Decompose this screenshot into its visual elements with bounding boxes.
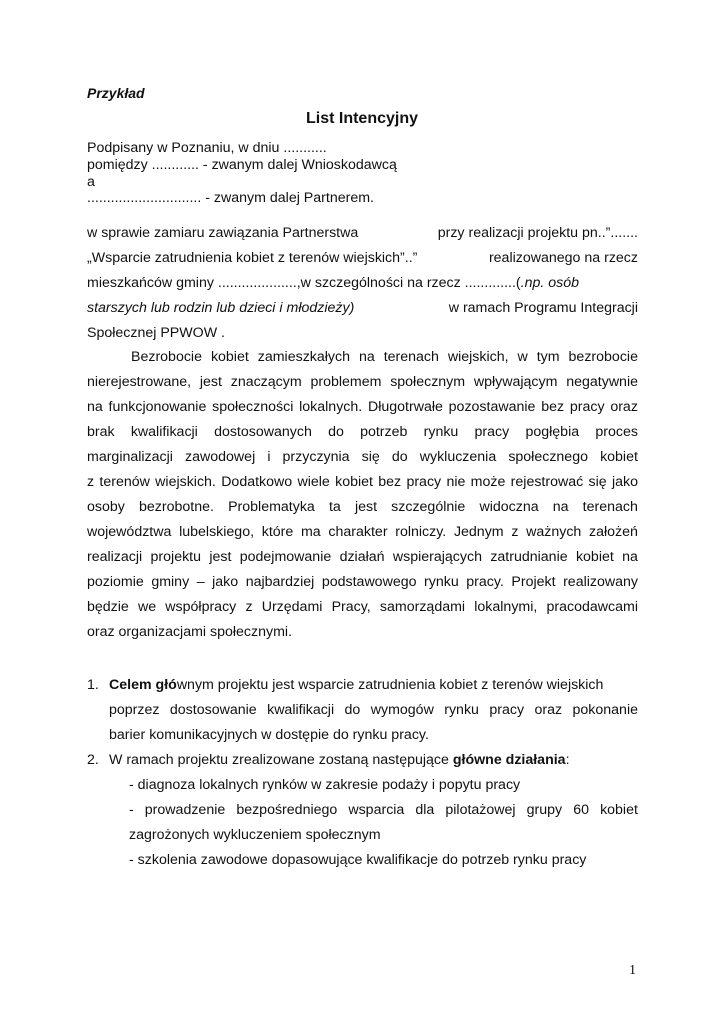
intro-line: w sprawie zamiaru zawiązania Partnerstwa przy realizacji projektu pn..”....... bbox=[87, 225, 638, 241]
list-line: - prowadzenie bezpośredniego wsparcia dla pilotażowej grupy 60 kobiet bbox=[129, 802, 638, 818]
body-line: marginalizacji zawodowej i przyczynia się do wykluczenia społecznego kobiet bbox=[87, 449, 638, 465]
list-line: zagrożonych wykluczeniem społecznym bbox=[129, 827, 381, 843]
body-line: z terenów wiejskich. Dodatkowo wiele kobiet bez pracy nie może rejestrować się jako bbox=[87, 474, 638, 490]
and-conjunction: a bbox=[87, 174, 95, 190]
list-line: barier komunikacyjnych w dostępie do rynku pracy. bbox=[109, 727, 429, 743]
partner-line: ............................. - zwanym dalej Partnerem. bbox=[87, 190, 374, 206]
body-line: będzie we współpracy z Urzędami Pracy, samorządami lokalnymi, pracodawcami bbox=[87, 599, 638, 615]
intro-paragraph bbox=[87, 223, 638, 343]
page-number: 1 bbox=[629, 963, 636, 978]
intro-line: starszych lub rodzin lub dzieci i młodzieży) w ramach Programu Integracji bbox=[87, 300, 638, 316]
intro-line: Społecznej PPWOW . bbox=[87, 325, 225, 341]
body-line: nierejestrowane, jest znaczącym problemem społecznym wpływającym negatywnie bbox=[87, 374, 638, 390]
list-item-goal bbox=[109, 675, 638, 745]
list-item-actions: W ramach projektu zrealizowane zostaną następujące główne działania: bbox=[109, 752, 570, 768]
intro-line: mieszkańców gminy ....................,w szczególności na rzecz .............(.np. osób bbox=[87, 275, 580, 291]
body-line: województwa lubelskiego, które ma charakter rolniczy. Jednym z ważnych założeń bbox=[87, 524, 638, 540]
body-line: osoby bezrobotne. Problematyka ta jest szczególnie widoczna na terenach bbox=[87, 499, 638, 515]
document-title: List Intencyjny bbox=[305, 110, 419, 127]
body-line: Bezrobocie kobiet zamieszkałych na terenach wiejskich, w tym bezrobocie bbox=[131, 349, 638, 365]
example-label: Przykład bbox=[87, 85, 145, 101]
list-line: poprzez dostosowanie kwalifikacji do wymogów rynku pracy oraz pokonanie bbox=[109, 702, 638, 718]
body-paragraph bbox=[87, 347, 638, 647]
intro-line: „Wsparcie zatrudnienia kobiet z terenów wiejskich”..” realizowanego na rzecz bbox=[87, 250, 638, 266]
list-line: Celem głównym projektu jest wsparcie zatrudnienia kobiet z terenów wiejskich bbox=[109, 677, 604, 693]
action-trainings: - szkolenia zawodowe dopasowujące kwalifikacje do potrzeb rynku pracy bbox=[129, 852, 587, 868]
body-line: na funkcjonowanie społeczności lokalnych. Długotrwałe pozostawanie bez pracy oraz bbox=[87, 399, 638, 415]
body-line: poziomie gminy – jako najbardziej podstawowego rynku pracy. Projekt realizowany bbox=[87, 574, 638, 590]
action-direct-support bbox=[129, 800, 638, 845]
list-number-1: 1. bbox=[87, 677, 99, 693]
body-line: oraz organizacjami społecznymi. bbox=[87, 624, 293, 640]
between-applicant: pomiędzy ............ - zwanym dalej Wnioskodawcą bbox=[87, 157, 397, 173]
body-line: realizacji projektu jest podejmowanie działań wspierających zatrudnianie kobiet na bbox=[87, 549, 638, 565]
body-line: brak kwalifikacji dostosowanych do potrzeb rynku pracy pogłębia proces bbox=[87, 424, 638, 440]
action-diagnosis: - diagnoza lokalnych rynków w zakresie podaży i popytu pracy bbox=[129, 777, 521, 793]
signed-place-date: Podpisany w Poznaniu, w dniu ........... bbox=[87, 140, 327, 156]
list-number-2: 2. bbox=[87, 752, 99, 768]
